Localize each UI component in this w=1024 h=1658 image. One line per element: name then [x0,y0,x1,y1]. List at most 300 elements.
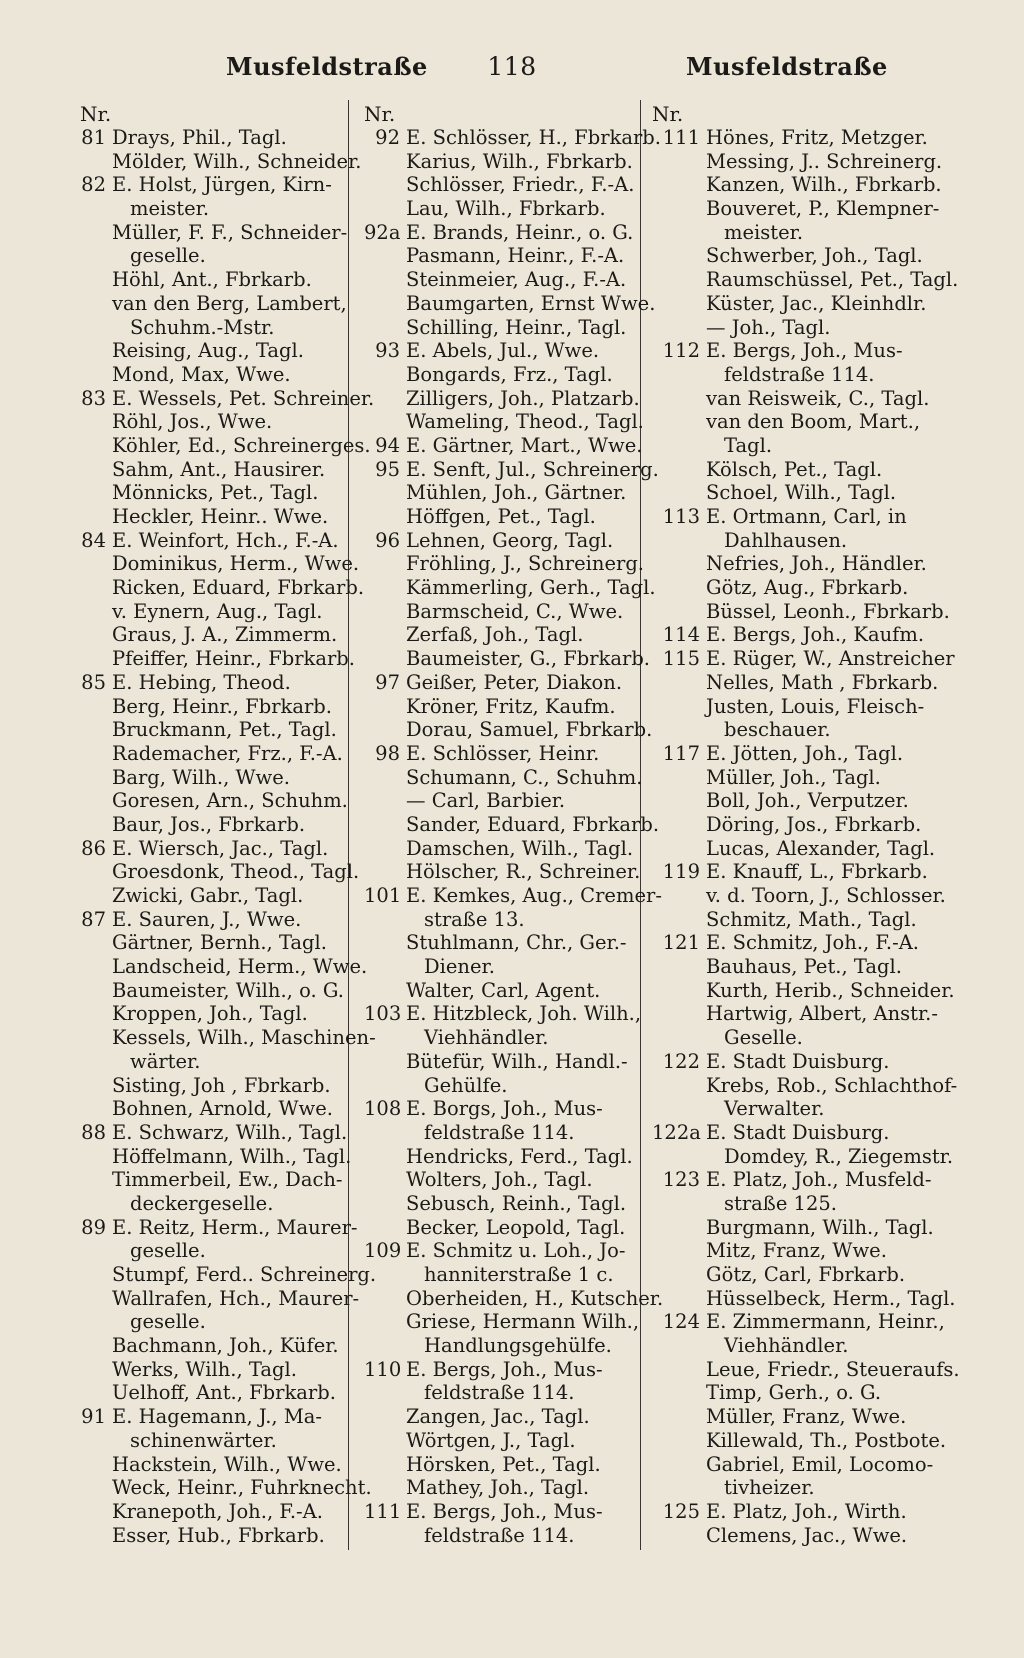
resident-text: Kurth, Herib., Schneider. [706,978,955,1002]
house-number: 88 [81,1120,106,1144]
resident-text: Hölscher, R., Schreiner. [406,860,641,884]
directory-entry [652,789,952,813]
directory-entry [80,1074,346,1098]
resident-text: feldstraße 114. [724,362,875,386]
resident-text: E. Bergs, Joh., Mus- [406,1357,603,1381]
directory-entry [364,812,660,837]
directory-entry [80,173,346,197]
resident-text: Schilling, Heinr., Tagl. [406,315,627,339]
directory-entry [80,126,346,150]
directory-entry [652,1500,952,1524]
resident-text: Baumeister, Wilh., o. G. [112,978,344,1002]
resident-text: E. Platz, Joh., Wirth. [706,1499,907,1523]
resident-text: Gehülfe. [424,1073,508,1097]
directory-entry [364,1286,664,1311]
directory-entry [80,1429,346,1453]
resident-text: E. Schwarz, Wilh., Tagl. [112,1120,348,1144]
house-number: 108 [364,1097,402,1121]
resident-text: E. Brands, Heinr., o. G. [406,220,634,244]
resident-text: E. Weinfort, Hch., F.-A. [112,528,339,552]
directory-entry [364,1121,638,1145]
resident-text: — Carl, Barbier. [406,789,566,813]
directory-entry [652,1097,952,1121]
directory-entry [652,1192,952,1216]
directory-entry [80,1286,360,1311]
house-number: 111 [662,126,700,149]
directory-entry [652,695,952,719]
directory-entry [364,291,656,316]
resident-text: Ricken, Eduard, Fbrkarb. [112,576,365,600]
house-number: 113 [662,505,700,528]
resident-text: feldstraße 114. [424,1120,575,1144]
directory-entry [80,1144,352,1169]
directory-entry [652,458,952,482]
resident-text: Nelles, Math , Fbrkarb. [706,670,939,694]
resident-text: Lau, Wilh., Fbrkarb. [406,197,606,221]
directory-entry [80,1453,346,1477]
resident-text: Groesdonk, Theod., Tagl. [112,860,360,884]
resident-text: van den Boom, Mart., [706,410,921,434]
directory-entry [80,884,346,908]
resident-text: Killewald, Th., Postbote. [706,1428,947,1452]
resident-text: Lucas, Alexander, Tagl. [706,836,936,860]
house-number: 122a [652,1120,701,1144]
directory-entry [364,742,638,766]
resident-text: Verwalter. [724,1097,825,1121]
directory-entry [652,908,952,932]
column-heading: Nr. [80,102,112,126]
resident-text: hanniterstraße 1 c. [424,1263,614,1286]
directory-entry [652,1381,952,1405]
directory-entry [652,410,952,434]
resident-text: van Reisweik, C., Tagl. [706,386,930,410]
resident-text: geselle. [130,1239,206,1263]
directory-entry [652,1216,952,1240]
directory-entry [80,386,375,411]
directory-entry [80,1381,346,1405]
directory-entry [80,1121,346,1145]
resident-text: Hörsken, Pet., Tagl. [406,1452,601,1476]
directory-entry [652,126,952,150]
resident-text: Kanzen, Wilh., Fbrkarb. [706,173,942,197]
directory-entry [652,623,952,647]
resident-text: Hönes, Fritz, Metzger. [706,126,928,149]
resident-text: Sander, Eduard, Fbrkarb. [406,812,660,836]
directory-entry [80,1168,346,1192]
column-divider [348,100,349,1550]
resident-text: Schuhm.-Mstr. [130,315,275,339]
resident-text: Mölder, Wilh., Schneider. [112,149,362,173]
directory-entry [80,600,346,624]
directory-entry [652,268,959,292]
house-number: 103 [364,1002,402,1026]
directory-entry [652,1050,952,1074]
resident-text: Gärtner, Bernh., Tagl. [112,931,327,955]
directory-entry [652,718,952,742]
resident-text: geselle. [130,244,206,268]
directory-entry [364,268,638,292]
resident-text: Mathey, Joh., Tagl. [406,1476,590,1500]
directory-entry [652,1002,952,1026]
directory-entry [80,789,346,813]
resident-text: Landscheid, Herm., Wwe. [112,955,368,979]
directory-entry [80,1026,376,1050]
resident-text: Messing, J.. Schreinerg. [706,149,943,173]
resident-text: Müller, Franz, Wwe. [706,1405,907,1429]
directory-entry [80,1002,346,1026]
resident-text: Schumann, C., Schuhm. [406,765,643,789]
directory-entry [364,1216,638,1240]
directory-entry [652,1121,952,1145]
directory-entry [652,647,955,671]
house-number: 122 [662,1049,700,1073]
resident-text: deckergeselle. [130,1191,274,1215]
directory-entry [364,623,638,647]
resident-text: E. Gärtner, Mart., Wwe. [406,433,643,457]
directory-entry [80,1310,346,1334]
house-number: 92 [375,126,400,149]
directory-entry [364,718,653,742]
directory-entry [364,244,638,268]
house-number: 92a [364,220,401,244]
house-number: 93 [375,339,400,363]
resident-text: Karius, Wilh., Fbrkarb. [406,149,633,173]
directory-entry [652,1429,952,1453]
resident-text: Stuhlmann, Chr., Ger.- [406,931,627,955]
house-number: 87 [81,907,106,931]
house-number: 95 [375,457,400,481]
resident-text: Barmscheid, C., Wwe. [406,599,624,623]
directory-entry [652,955,952,979]
resident-text: beschauer. [724,718,831,742]
directory-entry [80,647,355,671]
resident-text: Dominikus, Herm., Wwe. [112,552,360,576]
directory-entry [652,316,952,340]
page-header [0,52,1024,92]
directory-entry [364,1145,638,1169]
house-number: 89 [81,1215,106,1239]
resident-text: Tagl. [724,433,773,457]
directory-entry [652,931,952,955]
resident-text: Leue, Friedr., Steueraufs. [706,1357,960,1381]
resident-text: feldstraße 114. [424,1523,575,1547]
resident-text: E. Senft, Jul., Schreinerg. [406,457,659,481]
house-number: 81 [81,126,106,149]
directory-entry [364,1050,638,1074]
resident-text: Köhler, Ed., Schreinerges. [112,433,371,457]
directory-entry [652,860,952,884]
directory-entry [80,1500,346,1524]
directory-entry [652,552,952,576]
directory-entry [80,552,360,576]
directory-entry [652,150,952,174]
directory-entry [364,339,638,363]
resident-text: E. Zimmermann, Heinr., [706,1310,945,1334]
resident-text: Stumpf, Ferd.. Schreinerg. [112,1263,377,1286]
house-number: 124 [662,1310,700,1334]
directory-entry [80,1476,372,1500]
directory-entry [80,837,346,861]
resident-text: Uelhoff, Ant., Fbrkarb. [112,1381,336,1405]
resident-text: E. Hitzbleck, Joh. Wilh., [406,1002,642,1026]
directory-entry [364,529,638,553]
directory-entry [364,505,638,529]
resident-text: Burgmann, Wilh., Tagl. [706,1215,934,1239]
resident-text: Nefries, Joh., Händler. [706,552,927,576]
resident-text: Wameling, Theod., Tagl. [406,410,644,434]
directory-entry [652,1524,952,1548]
resident-text: straße 13. [424,907,525,931]
house-number: 91 [81,1405,106,1429]
directory-entry [364,1239,638,1263]
directory-entry [652,837,952,861]
directory-entry [652,221,952,245]
house-number: 83 [81,386,106,410]
resident-text: E. Rüger, W., Anstreicher [706,647,955,671]
resident-text: Oberheiden, H., Kutscher. [406,1286,664,1310]
resident-text: Rademacher, Frz., F.-A. [112,741,343,765]
directory-entry [364,1358,638,1382]
house-number: 94 [375,433,400,457]
directory-column-1 [80,102,377,1547]
directory-entry [80,1215,358,1240]
house-number: 114 [662,623,700,647]
resident-text: Damschen, Wilh., Tagl. [406,836,634,860]
directory-entry [364,1002,642,1026]
directory-entry [364,197,638,221]
directory-entry [364,150,638,174]
directory-entry [80,339,346,363]
directory-entry [652,766,952,790]
house-number: 96 [375,528,400,552]
directory-entry [80,1524,346,1548]
resident-text: E. Ortmann, Carl, in [706,505,907,528]
resident-text: v. d. Toorn, J., Schlosser. [706,884,946,907]
directory-entry [652,434,952,458]
directory-entry [364,173,638,197]
resident-text: Geselle. [724,1026,803,1050]
resident-text: E. Bergs, Joh., Mus- [706,339,903,363]
directory-entry [80,718,346,742]
house-number: 125 [662,1499,700,1523]
resident-text: E. Bergs, Joh., Mus- [406,1499,603,1523]
directory-entry [364,457,659,482]
directory-entry [652,339,952,363]
resident-text: Lehnen, Georg, Tagl. [406,528,614,552]
resident-text: Dahlhausen. [724,528,848,552]
directory-entry [652,1239,952,1263]
resident-text: — Joh., Tagl. [706,315,831,339]
resident-text: Berg, Heinr., Fbrkarb. [112,694,332,718]
directory-entry [80,623,346,647]
directory-entry [364,884,662,908]
resident-text: van den Berg, Lambert, [112,291,347,315]
directory-entry [80,813,346,837]
directory-entry [652,671,952,695]
directory-entry [652,1405,952,1429]
resident-text: Krebs, Rob., Schlachthof- [706,1073,958,1097]
resident-text: Mönnicks, Pet., Tagl. [112,481,319,505]
directory-entry [80,363,346,387]
directory-entry [652,1286,956,1311]
directory-entry [652,505,952,529]
resident-text: Barg, Wilh., Wwe. [112,765,290,789]
house-number: 85 [81,670,106,694]
directory-entry [364,1168,638,1192]
directory-entry [80,316,346,340]
directory-entry [80,292,346,316]
directory-entry [652,1263,952,1287]
resident-text: meister. [130,197,210,221]
resident-text: Justen, Louis, Fleisch- [706,694,925,718]
resident-text: E. Stadt Duisburg. [706,1049,890,1073]
resident-text: Dorau, Samuel, Fbrkarb. [406,718,653,742]
resident-text: Fröhling, J., Schreinerg. [406,552,644,576]
resident-text: Timmerbeil, Ew., Dach- [112,1168,343,1192]
house-number: 97 [375,670,400,694]
resident-text: Küster, Jac., Kleinhdlr. [706,291,927,315]
resident-text: Becker, Leopold, Tagl. [406,1215,626,1239]
resident-text: Zangen, Jac., Tagl. [406,1405,590,1429]
resident-text: Höffgen, Pet., Tagl. [406,505,596,528]
directory-entry [80,695,346,719]
resident-text: Götz, Carl, Fbrkarb. [706,1263,906,1286]
directory-entry [364,600,638,624]
resident-text: Drays, Phil., Tagl. [112,126,287,149]
house-number: 112 [662,339,700,363]
resident-text: schinenwärter. [130,1428,277,1452]
resident-text: E. Holst, Jürgen, Kirn- [112,173,332,197]
resident-text: E. Stadt Duisburg. [706,1120,890,1144]
directory-entry [364,695,638,719]
house-number: 121 [662,931,700,955]
resident-text: Bongards, Frz., Tagl. [406,362,613,386]
directory-entry [364,931,638,955]
resident-text: E. Abels, Jul., Wwe. [406,339,600,363]
resident-text: Steinmeier, Aug., F.-A. [406,268,627,292]
resident-text: Baumgarten, Ernst Wwe. [406,291,656,315]
directory-entry [652,173,952,197]
directory-entry [364,1097,638,1121]
resident-text: Röhl, Jos., Wwe. [112,410,273,434]
resident-text: geselle. [130,1310,206,1334]
directory-entry [80,529,346,553]
resident-text: E. Knauff, L., Fbrkarb. [706,860,928,884]
resident-text: Schoel, Wilh., Tagl. [706,481,897,505]
directory-entry [652,884,952,908]
house-number: 101 [364,884,402,907]
directory-entry [364,1405,638,1429]
resident-text: E. Jötten, Joh., Tagl. [706,741,904,765]
resident-text: Bohnen, Arnold, Wwe. [112,1097,333,1121]
directory-entry [652,363,952,387]
resident-text: Timp, Gerh., o. G. [706,1381,882,1405]
resident-text: Werks, Wilh., Tagl. [112,1357,297,1381]
resident-text: Zwicki, Gabr., Tagl. [112,884,304,907]
house-number: 109 [364,1239,402,1263]
resident-text: Mitz, Franz, Wwe. [706,1239,887,1263]
directory-entry [364,1429,638,1453]
directory-entry [364,552,644,576]
resident-text: feldstraße 114. [424,1381,575,1405]
directory-entry [652,600,952,624]
directory-entry [80,979,346,1003]
column-heading: Nr. [652,102,684,126]
resident-text: Raumschüssel, Pet., Tagl. [706,268,959,292]
resident-text: Büssel, Leonh., Fbrkarb. [706,599,950,623]
resident-text: Mond, Max, Wwe. [112,362,291,386]
directory-entry [80,1192,346,1216]
resident-text: Höffelmann, Wilh., Tagl. [112,1144,352,1168]
resident-text: Griese, Hermann Wilh., [406,1310,640,1334]
resident-text: Sisting, Joh , Fbrkarb. [112,1073,331,1097]
resident-text: E. Sauren, J., Wwe. [112,907,302,931]
resident-text: Kroppen, Joh., Tagl. [112,1002,308,1026]
resident-text: Geißer, Peter, Diakon. [406,670,623,694]
directory-entry [652,197,952,221]
resident-text: v. Eynern, Aug., Tagl. [112,599,323,623]
resident-text: E. Hebing, Theod. [112,670,291,694]
resident-text: Sahm, Ant., Hausirer. [112,457,326,481]
directory-entry [652,813,952,837]
directory-entry [80,505,346,529]
directory-entry [652,576,952,600]
directory-entry [364,979,638,1003]
directory-entry [652,1334,952,1358]
resident-text: Schmitz, Math., Tagl. [706,907,917,931]
resident-text: Reising, Aug., Tagl. [112,339,304,363]
resident-text: Wallrafen, Hch., Maurer- [112,1286,360,1310]
directory-entry [652,1073,958,1098]
directory-entry [80,1050,346,1074]
directory-entry [652,1145,952,1169]
house-number: 119 [662,860,700,884]
resident-text: Mühlen, Joh., Gärtner. [406,481,627,505]
resident-text: Kölsch, Pet., Tagl. [706,457,883,481]
directory-entry [652,1026,952,1050]
house-number: 82 [81,173,106,197]
resident-text: Bouveret, P., Klempner- [706,197,940,221]
directory-entry [364,316,638,340]
directory-entry [80,1334,346,1358]
resident-text: Weck, Heinr., Fuhrknecht. [112,1476,372,1500]
resident-text: Hackstein, Wilh., Wwe. [112,1452,342,1476]
resident-text: Höhl, Ant., Fbrkarb. [112,268,312,292]
resident-text: E. Borgs, Joh., Mus- [406,1097,603,1121]
house-number: 110 [364,1357,402,1381]
resident-text: Hendricks, Ferd., Tagl. [406,1144,633,1168]
directory-entry [652,481,952,505]
resident-text: E. Wessels, Pet. Schreiner. [112,386,375,410]
resident-text: Domdey, R., Ziegemstr. [724,1144,954,1168]
directory-entry [364,955,638,979]
resident-text: Boll, Joh., Verputzer. [706,789,909,813]
directory-entry [652,292,952,316]
directory-entry [80,221,346,245]
directory-entry [364,789,638,813]
resident-text: Esser, Hub., Fbrkarb. [112,1523,325,1547]
directory-entry [80,458,346,482]
house-number: 84 [81,528,106,552]
page-number: 118 [487,52,537,81]
resident-text: Pfeiffer, Heinr., Fbrkarb. [112,647,355,671]
resident-text: Baumeister, G., Fbrkarb. [406,647,650,671]
directory-entry [80,955,368,979]
resident-text: Götz, Aug., Fbrkarb. [706,576,909,600]
directory-entry [80,860,360,884]
directory-entry [652,1476,952,1500]
directory-entry [364,837,638,861]
